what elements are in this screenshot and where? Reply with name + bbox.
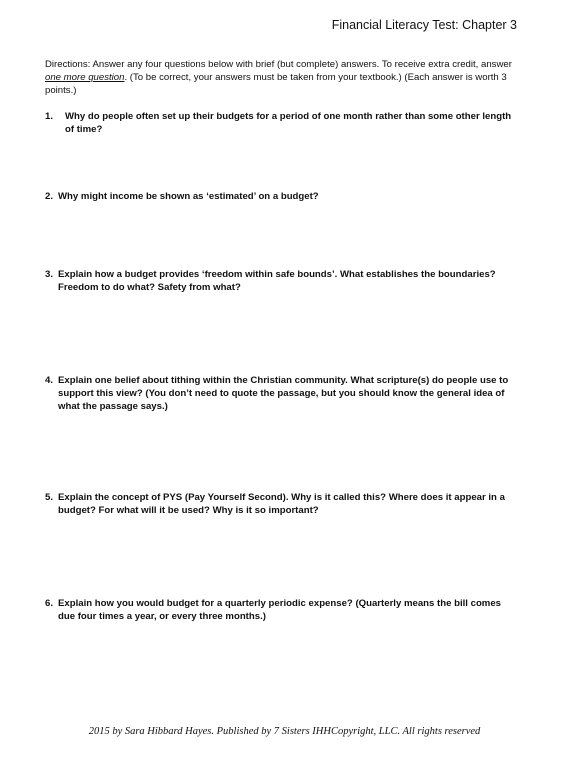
question-number: 6.: [45, 598, 54, 609]
directions-text-part2: . (To be correct, your answers must be taken from your textbook.) (Each answer is worth 3 points.): [45, 72, 507, 96]
question-3: [45, 268, 517, 294]
question-2: [45, 190, 517, 203]
question-6: [45, 597, 517, 623]
question-number: 4.: [45, 375, 54, 386]
question-number: 2.: [45, 191, 54, 202]
question-text: Why might income be shown as ‘estimated’ on a budget?: [58, 191, 319, 202]
question-text: Explain the concept of PYS (Pay Yourself Second). Why is it called this? Where does it appear in a budget? For what will it be used? Why is it so important?: [58, 492, 505, 516]
directions-emphasis: one more question: [45, 72, 125, 83]
question-4: [45, 374, 517, 413]
question-text: Explain how a budget provides ‘freedom within safe bounds’. What establishes the boundaries? Freedom to do what? Safety from what?: [58, 269, 496, 293]
question-text: Why do people often set up their budgets for a period of one month rather than some other length of time?: [65, 111, 512, 135]
question-1: [45, 110, 517, 136]
question-text: Explain one belief about tithing within the Christian community. What scripture(s) do people use to support this view? (You don’t need to quote the passage, but you should know the general idea of what the passage says.): [58, 375, 509, 412]
question-number: 3.: [45, 269, 54, 280]
question-5: [45, 491, 517, 517]
copyright-footer: 2015 by Sara Hibbard Hayes. Published by 7 Sisters IHHCopyright, LLC. All rights reserved: [88, 726, 481, 737]
page-header-title: Financial Literacy Test: Chapter 3: [331, 18, 517, 32]
question-number: 5.: [45, 492, 54, 503]
question-text: Explain how you would budget for a quarterly periodic expense? (Quarterly means the bill comes due four times a year, or every three months.): [58, 598, 502, 622]
question-number: 1.: [45, 111, 54, 122]
directions: [45, 58, 523, 97]
directions-text-part1: Directions: Answer any four questions below with brief (but complete) answers. To receive extra credit, answer: [45, 59, 512, 70]
